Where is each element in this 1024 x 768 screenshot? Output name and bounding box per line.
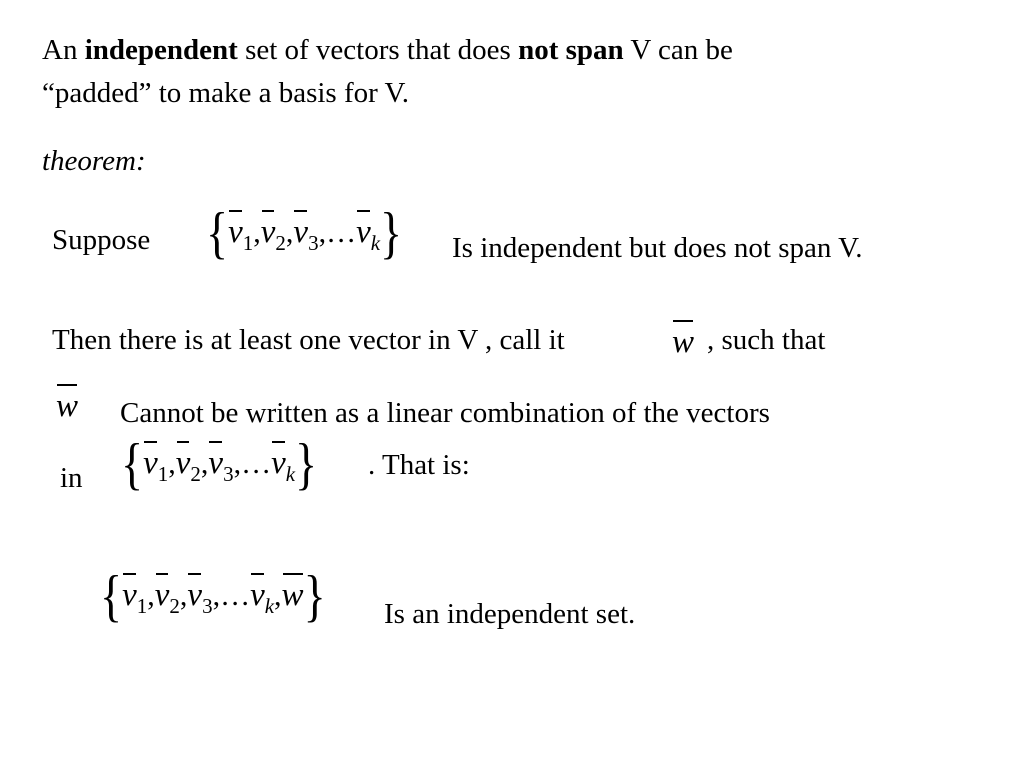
vector-v: v (122, 577, 137, 613)
intro-bold-not-span: not span (518, 34, 624, 66)
comma: , (147, 579, 155, 612)
intro-line-2: “padded” to make a basis for V. (42, 77, 409, 109)
subscript: 3 (202, 594, 213, 618)
vector-w: w (672, 324, 695, 360)
left-brace: { (121, 431, 144, 496)
theorem-label-text: theorem: (42, 145, 146, 177)
vector-v: v (154, 577, 170, 613)
intro-text-can-be: V can be (630, 34, 733, 66)
set-v1-vk-in (121, 431, 318, 496)
subscript: 2 (275, 231, 286, 255)
vector-v: v (356, 214, 371, 250)
vector-w-lead (56, 390, 78, 423)
vector-v: v (143, 445, 158, 481)
subscript: 2 (190, 462, 201, 486)
right-brace: } (295, 431, 318, 496)
vector-w-inline (672, 326, 694, 359)
subscript: 1 (136, 594, 148, 618)
then-after: , such that (707, 324, 826, 356)
vector-v: v (208, 445, 224, 481)
left-brace: { (206, 200, 229, 265)
set-v1-vk-w (100, 563, 326, 628)
vector-v: v (228, 214, 243, 250)
vector-w: w (281, 577, 304, 613)
subscript: 2 (169, 594, 180, 618)
intro-line-1 (42, 36, 733, 65)
in-after: . That is: (368, 449, 470, 481)
comma: , (318, 216, 327, 249)
subscript: 3 (308, 231, 319, 255)
right-brace: } (303, 563, 326, 628)
vector-w: w (56, 388, 79, 424)
comma: , (200, 447, 209, 480)
then-before: Then there is at least one vector in V , call it (52, 324, 565, 356)
ellipsis: … (241, 447, 272, 480)
left-brace: { (100, 563, 123, 628)
suppose-label: Suppose (52, 224, 151, 256)
intro-word-an: An (42, 34, 78, 66)
subscript: k (264, 594, 275, 618)
in-label: in (60, 462, 83, 494)
theorem-label (42, 147, 146, 176)
comma: , (285, 216, 294, 249)
set-v1-vk-suppose (206, 200, 403, 265)
subscript: 1 (242, 231, 254, 255)
comma: , (253, 216, 261, 249)
comma: , (233, 447, 242, 480)
comma: , (168, 447, 176, 480)
subscript: 3 (223, 462, 234, 486)
vector-v: v (293, 214, 309, 250)
subscript: k (370, 231, 381, 255)
final-after: Is an independent set. (384, 598, 636, 630)
vector-v: v (271, 445, 286, 481)
ellipsis: … (326, 216, 357, 249)
intro-bold-independent: independent (84, 34, 238, 66)
right-brace: } (380, 200, 403, 265)
subscript: 1 (157, 462, 169, 486)
comma: , (212, 579, 221, 612)
subscript: k (285, 462, 296, 486)
vector-v: v (175, 445, 191, 481)
cannot-text: Cannot be written as a linear combination of the vectors (120, 397, 770, 429)
vector-v: v (187, 577, 203, 613)
intro-text-set: set of vectors that does (245, 34, 511, 66)
ellipsis: … (220, 579, 251, 612)
vector-v: v (260, 214, 276, 250)
comma: , (179, 579, 188, 612)
comma: , (274, 579, 282, 612)
suppose-after: Is independent but does not span V. (452, 232, 863, 264)
vector-v: v (250, 577, 265, 613)
